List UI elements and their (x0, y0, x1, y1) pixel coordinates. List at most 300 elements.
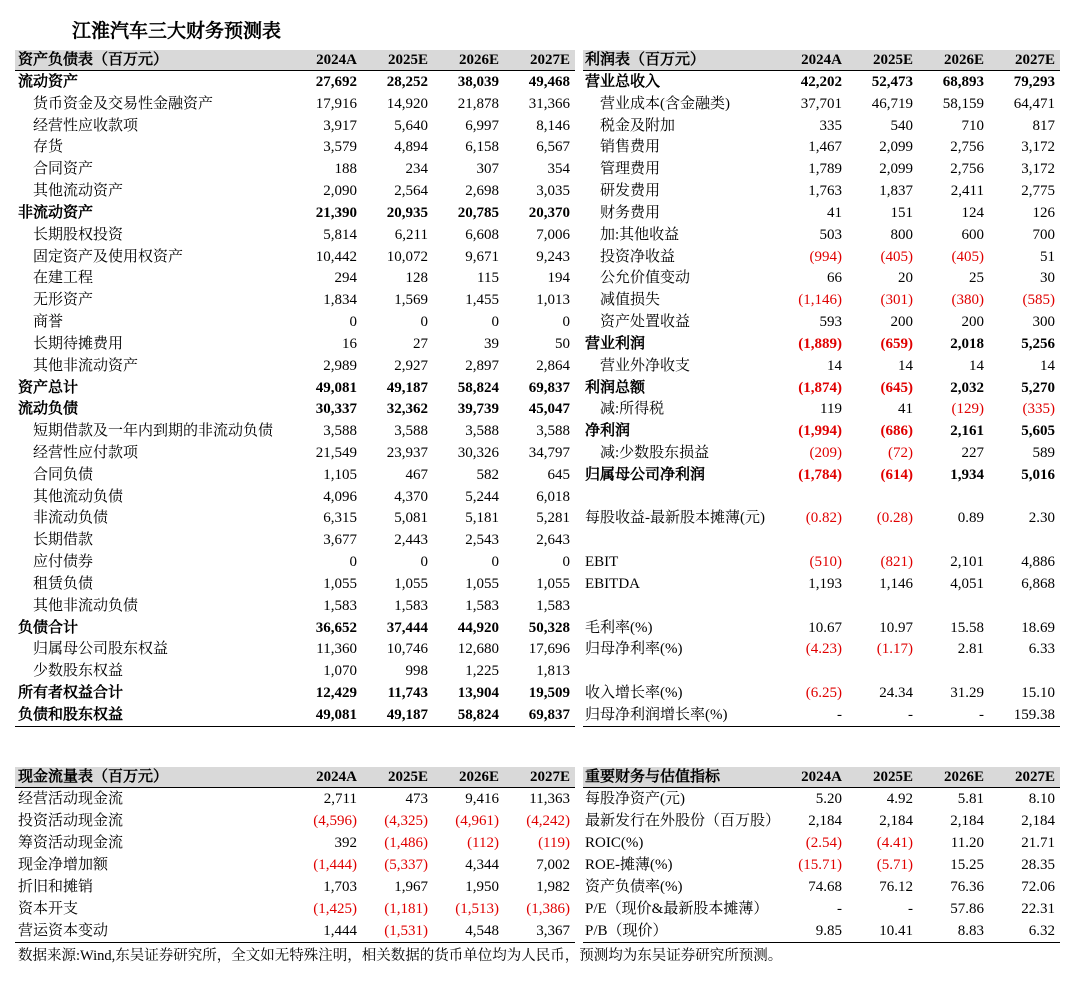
balance-sheet-row (15, 136, 575, 158)
value-2027e: 700 (1032, 226, 1055, 243)
value-2024a: 1,789 (808, 161, 842, 178)
row-label: 净利润 (585, 423, 631, 440)
value-2027e: 20,370 (528, 204, 570, 221)
row-label: 所有者权益合计 (18, 685, 124, 702)
column-header-2027e: 2027E (529, 769, 570, 785)
value-2025e: 41 (898, 401, 913, 418)
value-2026e: 0 (491, 554, 499, 571)
row-label: 税金及附加 (600, 117, 676, 134)
value-2026e: 58,824 (457, 379, 499, 396)
value-2024a: 6,315 (323, 510, 357, 527)
value-2025e: 23,937 (386, 444, 428, 461)
table-title: 资产负债表（百万元） (18, 52, 169, 68)
value-2027e: 8.10 (1028, 791, 1055, 807)
row-label: 现金净增加额 (18, 857, 109, 873)
value-2024a: 14 (827, 357, 842, 374)
value-2026e: 124 (961, 204, 984, 221)
row-label: ROE-摊薄(%) (585, 857, 673, 873)
value-2024a: (1,146) (798, 292, 842, 309)
value-2024a: (15.71) (798, 857, 842, 873)
value-2026e: 2.81 (957, 641, 984, 658)
row-label: 其他非流动负债 (33, 597, 139, 614)
income-statement-row (583, 682, 1060, 704)
value-2026e: 227 (961, 444, 984, 461)
value-2026e: 9,416 (465, 791, 499, 807)
value-2027e: 3,172 (1021, 139, 1055, 156)
value-2026e: 21,878 (457, 95, 499, 112)
value-2026e: 1,934 (950, 466, 984, 483)
value-2025e: 0 (420, 314, 428, 331)
value-2025e: 4.92 (886, 791, 913, 807)
cash-flow-header-row (15, 767, 575, 788)
value-2024a: 119 (820, 401, 842, 418)
value-2026e: 1,950 (465, 879, 499, 895)
cash-flow-row (15, 832, 575, 854)
value-2025e: (5.71) (876, 857, 913, 873)
row-label: 经营性应付款项 (33, 444, 139, 461)
key-indicators-row (583, 832, 1060, 854)
row-label: 长期待摊费用 (33, 335, 124, 352)
value-2026e: 710 (961, 117, 984, 134)
value-2025e: (645) (880, 379, 913, 396)
value-2025e: 2,099 (879, 139, 913, 156)
row-label: 合同负债 (33, 466, 94, 483)
value-2027e: 2,775 (1021, 183, 1055, 200)
value-2026e: 12,680 (457, 641, 499, 658)
value-2026e: 600 (961, 226, 984, 243)
row-label: 流动负债 (18, 401, 79, 418)
value-2025e: 49,187 (386, 706, 428, 723)
value-2024a: 1,583 (323, 597, 357, 614)
value-2025e: 1,569 (394, 292, 428, 309)
value-2024a: 30,337 (315, 401, 357, 418)
value-2025e: 10,746 (386, 641, 428, 658)
value-2025e: 151 (890, 204, 913, 221)
value-2026e: 2,184 (950, 813, 984, 829)
value-2024a: (4,596) (313, 813, 357, 829)
row-label: 减值损失 (600, 292, 661, 309)
column-header-2024a: 2024A (316, 52, 357, 68)
value-2027e: 6,868 (1021, 575, 1055, 592)
balance-sheet-row (15, 377, 575, 399)
value-2025e: 14,920 (386, 95, 428, 112)
income-statement-row (583, 639, 1060, 661)
value-2027e: 159.38 (1013, 706, 1055, 723)
balance-sheet-row (15, 660, 575, 682)
value-2026e: 2,543 (465, 532, 499, 549)
value-2026e: 58,159 (942, 95, 984, 112)
value-2027e: 51 (1040, 248, 1055, 265)
value-2024a: - (837, 901, 842, 917)
value-2027e: 50,328 (528, 619, 570, 636)
value-2025e: 5,640 (394, 117, 428, 134)
value-2025e: 46,719 (871, 95, 913, 112)
row-label: 投资净收益 (600, 248, 676, 265)
value-2024a: 12,429 (315, 685, 357, 702)
value-2024a: 4,096 (323, 488, 357, 505)
value-2025e: 20 (898, 270, 913, 287)
row-label: 负债合计 (18, 619, 79, 636)
value-2027e: 3,588 (536, 423, 570, 440)
balance-sheet-row (15, 180, 575, 202)
value-2025e: 0 (420, 554, 428, 571)
value-2027e: 1,583 (536, 597, 570, 614)
value-2025e: 2,099 (879, 161, 913, 178)
key-indicators-row (583, 920, 1060, 942)
value-2027e: 69,837 (528, 379, 570, 396)
key-indicators-row (583, 876, 1060, 898)
value-2027e: 3,035 (536, 183, 570, 200)
value-2024a: 3,579 (323, 139, 357, 156)
value-2024a: 16 (342, 335, 357, 352)
value-2026e: 38,039 (457, 73, 499, 90)
balance-sheet-row (15, 486, 575, 508)
value-2024a: 10,442 (315, 248, 357, 265)
row-label: ROIC(%) (585, 835, 644, 851)
cash-flow-row (15, 920, 575, 942)
value-2027e: 589 (1032, 444, 1055, 461)
table-title: 利润表（百万元） (585, 52, 706, 68)
value-2025e: (301) (880, 292, 913, 309)
value-2024a: 3,588 (323, 423, 357, 440)
value-2026e: 4,344 (465, 857, 499, 873)
value-2025e: 998 (405, 663, 428, 680)
balance-sheet-row (15, 508, 575, 530)
row-label: 营业外净收支 (600, 357, 691, 374)
value-2027e: 1,813 (536, 663, 570, 680)
value-2024a: 41 (827, 204, 842, 221)
value-2027e: 5,281 (536, 510, 570, 527)
value-2025e: 20,935 (386, 204, 428, 221)
value-2024a: 0 (349, 554, 357, 571)
value-2027e: 6,567 (536, 139, 570, 156)
value-2024a: 1,763 (808, 183, 842, 200)
value-2027e: 5,605 (1021, 423, 1055, 440)
value-2025e: 2,443 (394, 532, 428, 549)
value-2024a: (1,994) (798, 423, 842, 440)
value-2026e: (405) (951, 248, 984, 265)
income-statement-header-row (583, 50, 1060, 71)
value-2026e: 15.25 (950, 857, 984, 873)
column-header-2025e: 2025E (387, 52, 428, 68)
value-2024a: 188 (334, 161, 357, 178)
value-2027e: 2,184 (1021, 813, 1055, 829)
value-2026e: 2,756 (950, 161, 984, 178)
row-label: 短期借款及一年内到期的非流动负债 (33, 423, 274, 440)
income-statement-row (583, 442, 1060, 464)
value-2024a: (1,889) (798, 335, 842, 352)
value-2025e: 10,072 (386, 248, 428, 265)
value-2027e: 5,270 (1021, 379, 1055, 396)
page-title: 江淮汽车三大财务预测表 (72, 21, 282, 42)
value-2024a: 3,677 (323, 532, 357, 549)
income-statement-row (583, 289, 1060, 311)
value-2025e: 467 (405, 466, 428, 483)
value-2027e: 14 (1040, 357, 1055, 374)
income-statement-row (583, 333, 1060, 355)
value-2024a: 1,105 (323, 466, 357, 483)
column-header-2024a: 2024A (316, 769, 357, 785)
value-2026e: 9,671 (465, 248, 499, 265)
column-header-2026e: 2026E (458, 769, 499, 785)
value-2025e: 4,370 (394, 488, 428, 505)
column-header-2027e: 2027E (1014, 769, 1055, 785)
row-label: 无形资产 (33, 292, 94, 309)
income-statement-row (583, 377, 1060, 399)
value-2026e: - (979, 706, 984, 723)
key-indicators-row (583, 854, 1060, 876)
value-2025e: (1,181) (384, 901, 428, 917)
value-2027e: 30 (1040, 270, 1055, 287)
balance-sheet-row (15, 595, 575, 617)
value-2025e: 1,967 (394, 879, 428, 895)
value-2026e: 8.83 (957, 923, 984, 939)
row-label: 减:少数股东损益 (600, 444, 710, 461)
value-2024a: 42,202 (800, 73, 842, 90)
row-label: 收入增长率(%) (585, 685, 683, 702)
row-label: 营业成本(含金融类) (600, 95, 730, 112)
balance-sheet-row (15, 267, 575, 289)
key-indicators-table (583, 767, 1060, 943)
income-statement-row (583, 246, 1060, 268)
value-2025e: (686) (880, 423, 913, 440)
key-indicators-header-row (583, 767, 1060, 788)
value-2026e: 20,785 (457, 204, 499, 221)
value-2024a: 1,703 (323, 879, 357, 895)
value-2026e: 5.81 (957, 791, 984, 807)
balance-sheet-header-row (15, 50, 575, 71)
value-2026e: 2,897 (465, 357, 499, 374)
value-2025e: (1,486) (384, 835, 428, 851)
value-2024a: 21,549 (315, 444, 357, 461)
value-2027e: (1,386) (526, 901, 570, 917)
income-statement-row (583, 551, 1060, 573)
balance-sheet-row (15, 93, 575, 115)
income-statement-row (583, 464, 1060, 486)
value-2025e: 6,211 (394, 226, 428, 243)
value-2025e: 2,927 (394, 357, 428, 374)
value-2026e: 39,739 (457, 401, 499, 418)
value-2026e: 0 (491, 314, 499, 331)
value-2025e: (614) (880, 466, 913, 483)
balance-sheet-row (15, 115, 575, 137)
balance-sheet-row (15, 420, 575, 442)
row-label: 资产总计 (18, 379, 79, 396)
value-2025e: 28,252 (386, 73, 428, 90)
value-2025e: 473 (405, 791, 428, 807)
income-statement-row (583, 267, 1060, 289)
balance-sheet-row (15, 704, 575, 726)
row-label: 营业利润 (585, 335, 646, 352)
row-label: 加:其他收益 (600, 226, 680, 243)
key-indicators-row (583, 810, 1060, 832)
income-statement-row (583, 355, 1060, 377)
value-2027e: 0 (562, 554, 570, 571)
value-2026e: 44,920 (457, 619, 499, 636)
income-statement-row (583, 573, 1060, 595)
value-2024a: 37,701 (800, 95, 842, 112)
row-label: 每股收益-最新股本摊薄(元) (585, 510, 765, 527)
value-2026e: 2,698 (465, 183, 499, 200)
value-2024a: 17,916 (315, 95, 357, 112)
value-2026e: 58,824 (457, 706, 499, 723)
row-label: 应付债券 (33, 554, 94, 571)
value-2024a: 0 (349, 314, 357, 331)
value-2025e: 1,055 (394, 575, 428, 592)
value-2024a: 1,070 (323, 663, 357, 680)
value-2026e: (380) (951, 292, 984, 309)
income-statement-row (583, 398, 1060, 420)
value-2024a: 2,711 (323, 791, 357, 807)
value-2025e: 3,588 (394, 423, 428, 440)
row-label: 长期股权投资 (33, 226, 124, 243)
value-2027e: 1,055 (536, 575, 570, 592)
value-2026e: (4,961) (455, 813, 499, 829)
value-2026e: 30,326 (457, 444, 499, 461)
row-label: 长期借款 (33, 532, 94, 549)
value-2027e: 49,468 (528, 73, 570, 90)
value-2027e: 15.10 (1021, 685, 1055, 702)
value-2026e: 6,997 (465, 117, 499, 134)
value-2027e: 8,146 (536, 117, 570, 134)
income-statement-row (583, 311, 1060, 333)
value-2024a: (994) (809, 248, 842, 265)
row-label: 非流动负债 (33, 510, 109, 527)
value-2027e: 7,006 (536, 226, 570, 243)
value-2026e: 115 (477, 270, 499, 287)
spacer-row (583, 486, 1060, 508)
income-statement-row (583, 158, 1060, 180)
value-2025e: 800 (890, 226, 913, 243)
value-2024a: 1,834 (323, 292, 357, 309)
value-2027e: (335) (1022, 401, 1055, 418)
row-label: 资产负债率(%) (585, 879, 683, 895)
value-2024a: 74.68 (808, 879, 842, 895)
row-label: 少数股东权益 (33, 663, 124, 680)
row-label: 研发费用 (600, 183, 661, 200)
table-title: 重要财务与估值指标 (585, 769, 721, 785)
income-statement-table (583, 50, 1060, 727)
value-2027e: (585) (1022, 292, 1055, 309)
value-2026e: 5,181 (465, 510, 499, 527)
cash-flow-row (15, 854, 575, 876)
value-2026e: (129) (951, 401, 984, 418)
value-2025e: 2,184 (879, 813, 913, 829)
cash-flow-row (15, 788, 575, 810)
value-2027e: 64,471 (1013, 95, 1055, 112)
value-2025e: (4.41) (876, 835, 913, 851)
value-2026e: 2,101 (950, 554, 984, 571)
value-2027e: 2,864 (536, 357, 570, 374)
cash-flow-row (15, 810, 575, 832)
value-2024a: 1,444 (323, 923, 357, 939)
row-label: 最新发行在外股份（百万股） (585, 813, 781, 829)
value-2024a: 5,814 (323, 226, 357, 243)
value-2024a: 49,081 (315, 379, 357, 396)
value-2024a: 593 (819, 314, 842, 331)
value-2025e: 76.12 (879, 879, 913, 895)
value-2026e: 5,244 (465, 488, 499, 505)
value-2027e: 645 (547, 466, 570, 483)
row-label: 财务费用 (600, 204, 661, 221)
column-header-2024a: 2024A (801, 769, 842, 785)
balance-sheet-row (15, 289, 575, 311)
row-label: 经营活动现金流 (18, 791, 124, 807)
row-label: 存货 (33, 139, 64, 156)
value-2026e: 31.29 (950, 685, 984, 702)
value-2026e: 76.36 (950, 879, 984, 895)
row-label: 每股净资产(元) (585, 791, 685, 807)
value-2024a: (1,444) (313, 857, 357, 873)
row-label: P/E（现价&最新股本摊薄） (585, 901, 769, 917)
value-2025e: 1,146 (879, 575, 913, 592)
value-2026e: 0.89 (957, 510, 984, 527)
value-2024a: 392 (334, 835, 357, 851)
value-2027e: 4,886 (1021, 554, 1055, 571)
cash-flow-table (15, 767, 575, 943)
value-2024a: 36,652 (315, 619, 357, 636)
value-2025e: 234 (405, 161, 428, 178)
value-2026e: 4,051 (950, 575, 984, 592)
value-2026e: 57.86 (950, 901, 984, 917)
balance-sheet-row (15, 529, 575, 551)
column-header-2026e: 2026E (943, 769, 984, 785)
income-statement-row (583, 180, 1060, 202)
value-2025e: 4,894 (394, 139, 428, 156)
value-2026e: 4,548 (465, 923, 499, 939)
row-label: 资产处置收益 (600, 314, 691, 331)
row-label: 筹资活动现金流 (18, 835, 124, 851)
value-2027e: 3,367 (536, 923, 570, 939)
value-2027e: 69,837 (528, 706, 570, 723)
value-2026e: 39 (484, 335, 499, 352)
value-2024a: 3,917 (323, 117, 357, 134)
value-2026e: 68,893 (942, 73, 984, 90)
row-label: 营运资本变动 (18, 923, 109, 939)
value-2027e: 17,696 (528, 641, 570, 658)
value-2026e: 3,588 (465, 423, 499, 440)
value-2027e: 3,172 (1021, 161, 1055, 178)
value-2025e: (659) (880, 335, 913, 352)
value-2024a: (2.54) (805, 835, 842, 851)
value-2026e: 1,055 (465, 575, 499, 592)
value-2026e: (1,513) (455, 901, 499, 917)
value-2024a: (1,874) (798, 379, 842, 396)
value-2026e: 2,032 (950, 379, 984, 396)
row-label: 毛利率(%) (585, 619, 653, 636)
row-label: 流动资产 (18, 73, 79, 90)
balance-sheet-row (15, 311, 575, 333)
balance-sheet-row (15, 224, 575, 246)
value-2026e: 1,455 (465, 292, 499, 309)
value-2027e: 1,982 (536, 879, 570, 895)
value-2026e: 2,411 (950, 183, 984, 200)
value-2025e: 1,583 (394, 597, 428, 614)
value-2026e: 2,018 (950, 335, 984, 352)
value-2025e: 32,362 (386, 401, 428, 418)
income-statement-row (583, 704, 1060, 726)
row-label: 归母净利率(%) (585, 641, 683, 658)
value-2027e: 5,256 (1021, 335, 1055, 352)
income-statement-row (583, 617, 1060, 639)
income-statement-row (583, 202, 1060, 224)
data-source-note: 数据来源:Wind,东吴证券研究所，全文如无特殊注明，相关数据的货币单位均为人民币，预测均为东吴证券研究所预测。 (18, 948, 783, 964)
value-2024a: 335 (819, 117, 842, 134)
value-2025e: 11,743 (387, 685, 428, 702)
value-2027e: 2.30 (1028, 510, 1055, 527)
value-2027e: 22.31 (1021, 901, 1055, 917)
row-label: 归属母公司股东权益 (33, 641, 169, 658)
